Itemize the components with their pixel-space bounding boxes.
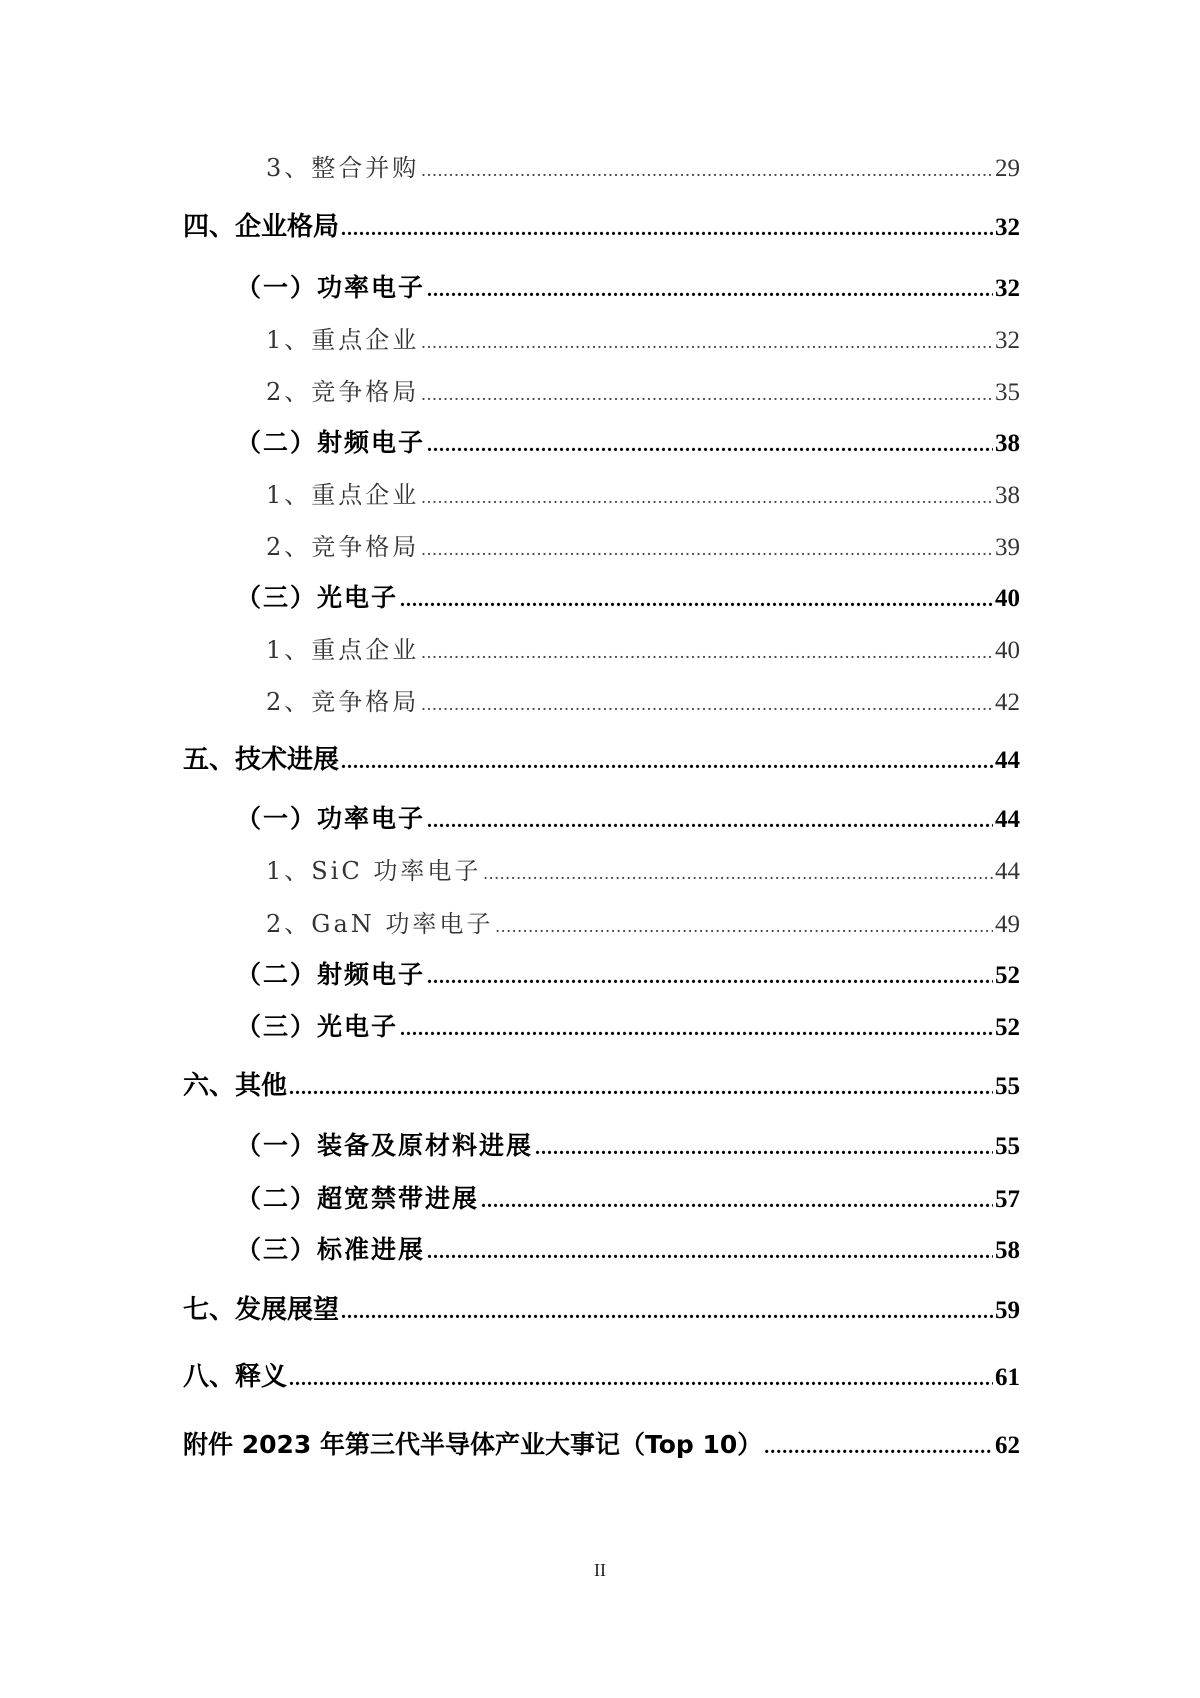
dot-leader bbox=[421, 384, 993, 405]
dot-leader bbox=[421, 160, 993, 181]
toc-entry-page-number: 38 bbox=[995, 482, 1020, 509]
dot-leader bbox=[341, 218, 993, 241]
toc-entry-title: 1、SiC 功率电子 bbox=[266, 857, 482, 885]
toc-entry-page-number: 49 bbox=[995, 911, 1020, 938]
toc-entry-page-number: 58 bbox=[995, 1237, 1020, 1264]
toc-entry[interactable] bbox=[266, 904, 1020, 939]
toc-entry[interactable] bbox=[183, 739, 1020, 776]
toc-entry-title: 1、重点企业 bbox=[266, 326, 420, 354]
toc-entry-title: 八、释义 bbox=[183, 1362, 288, 1392]
toc-entry[interactable] bbox=[183, 1065, 1020, 1102]
toc-entry[interactable] bbox=[266, 372, 1020, 407]
toc-entry[interactable] bbox=[266, 148, 1020, 183]
toc-entry-title: 2、竞争格局 bbox=[266, 378, 420, 406]
toc-entry-title: （一）功率电子 bbox=[236, 273, 426, 302]
toc-entry-title: （三）光电子 bbox=[236, 583, 399, 612]
toc-entry-title: 五、技术进展 bbox=[183, 745, 340, 775]
toc-entry-title: （二）超宽禁带进展 bbox=[236, 1184, 480, 1213]
toc-entry-title: 2、竞争格局 bbox=[266, 688, 420, 716]
toc-entry-page-number: 29 bbox=[995, 155, 1020, 182]
toc-entry-page-number: 44 bbox=[995, 806, 1020, 833]
toc-entry-title: （二）射频电子 bbox=[236, 960, 426, 989]
toc-entry-page-number: 39 bbox=[995, 534, 1020, 561]
dot-leader bbox=[481, 1190, 993, 1213]
dot-leader bbox=[341, 751, 993, 774]
toc-entry-title: 四、企业格局 bbox=[183, 212, 340, 242]
toc-entry-page-number: 42 bbox=[995, 689, 1020, 716]
dot-leader bbox=[427, 279, 993, 302]
dot-leader bbox=[400, 1018, 993, 1041]
toc-entry[interactable] bbox=[266, 682, 1020, 717]
toc-entry[interactable] bbox=[266, 475, 1020, 510]
dot-leader bbox=[421, 487, 993, 508]
dot-leader bbox=[427, 810, 993, 833]
toc-entry-page-number: 59 bbox=[995, 1297, 1020, 1324]
dot-leader bbox=[495, 916, 993, 937]
toc-entry-page-number: 32 bbox=[995, 327, 1020, 354]
toc-entry-page-number: 52 bbox=[995, 1014, 1020, 1041]
toc-entry[interactable] bbox=[236, 1230, 1020, 1266]
toc-entry[interactable] bbox=[183, 1425, 1020, 1461]
toc-entry[interactable] bbox=[266, 527, 1020, 562]
dot-leader bbox=[400, 589, 993, 612]
toc-entry[interactable] bbox=[183, 1289, 1020, 1326]
toc-entry-title: 1、重点企业 bbox=[266, 481, 420, 509]
toc-entry[interactable] bbox=[266, 630, 1020, 665]
toc-entry-title: 3、整合并购 bbox=[266, 154, 420, 182]
toc-entry-title: （三）光电子 bbox=[236, 1012, 399, 1041]
dot-leader bbox=[289, 1368, 993, 1391]
toc-entry-title: （三）标准进展 bbox=[236, 1235, 426, 1264]
toc-entry[interactable] bbox=[236, 578, 1020, 614]
toc-entry-page-number: 44 bbox=[995, 747, 1020, 774]
dot-leader bbox=[427, 966, 993, 989]
toc-entry-title: 七、发展展望 bbox=[183, 1295, 340, 1325]
toc-entry-page-number: 55 bbox=[995, 1073, 1020, 1100]
toc-entry-title: 六、其他 bbox=[183, 1071, 288, 1101]
dot-leader bbox=[421, 332, 993, 353]
toc-entry[interactable] bbox=[236, 1126, 1020, 1162]
toc-entry-title: （二）射频电子 bbox=[236, 428, 426, 457]
toc-entry-page-number: 55 bbox=[995, 1133, 1020, 1160]
toc-entry[interactable] bbox=[236, 955, 1020, 991]
dot-leader bbox=[421, 694, 993, 715]
page-number: II bbox=[594, 1560, 606, 1580]
toc-entry[interactable] bbox=[266, 320, 1020, 355]
toc-entry-title: （一）功率电子 bbox=[236, 804, 426, 833]
toc-entry[interactable] bbox=[236, 799, 1020, 835]
dot-leader bbox=[764, 1436, 993, 1459]
toc-entry-page-number: 62 bbox=[995, 1432, 1020, 1459]
toc-entry-page-number: 32 bbox=[995, 275, 1020, 302]
dot-leader bbox=[289, 1077, 993, 1100]
toc-entry-page-number: 40 bbox=[995, 585, 1020, 612]
toc-entry-title: （一）装备及原材料进展 bbox=[236, 1131, 534, 1160]
toc-entry-page-number: 35 bbox=[995, 379, 1020, 406]
dot-leader bbox=[421, 539, 993, 560]
toc-entry-title: 1、重点企业 bbox=[266, 636, 420, 664]
dot-leader bbox=[535, 1137, 993, 1160]
toc-entry-page-number: 57 bbox=[995, 1186, 1020, 1213]
toc-entry[interactable] bbox=[183, 1356, 1020, 1393]
toc-entry[interactable] bbox=[236, 1007, 1020, 1043]
dot-leader bbox=[483, 863, 993, 884]
dot-leader bbox=[427, 1241, 993, 1264]
toc-entry-title: 2、GaN 功率电子 bbox=[266, 910, 494, 938]
toc-entry-page-number: 44 bbox=[995, 858, 1020, 885]
toc-entry-page-number: 40 bbox=[995, 637, 1020, 664]
toc-entry[interactable] bbox=[236, 423, 1020, 459]
toc-entry-page-number: 38 bbox=[995, 430, 1020, 457]
dot-leader bbox=[427, 434, 993, 457]
toc-entry[interactable] bbox=[236, 268, 1020, 304]
toc-entry[interactable] bbox=[183, 206, 1020, 243]
toc-entry-title: 附件 2023 年第三代半导体产业大事记（Top 10） bbox=[183, 1430, 763, 1459]
toc-entry-page-number: 52 bbox=[995, 962, 1020, 989]
toc-entry-title: 2、竞争格局 bbox=[266, 533, 420, 561]
toc-entry-page-number: 32 bbox=[995, 214, 1020, 241]
dot-leader bbox=[341, 1301, 993, 1324]
toc-entry[interactable] bbox=[236, 1179, 1020, 1215]
dot-leader bbox=[421, 642, 993, 663]
toc-entry-page-number: 61 bbox=[995, 1364, 1020, 1391]
toc-entry[interactable] bbox=[266, 851, 1020, 886]
